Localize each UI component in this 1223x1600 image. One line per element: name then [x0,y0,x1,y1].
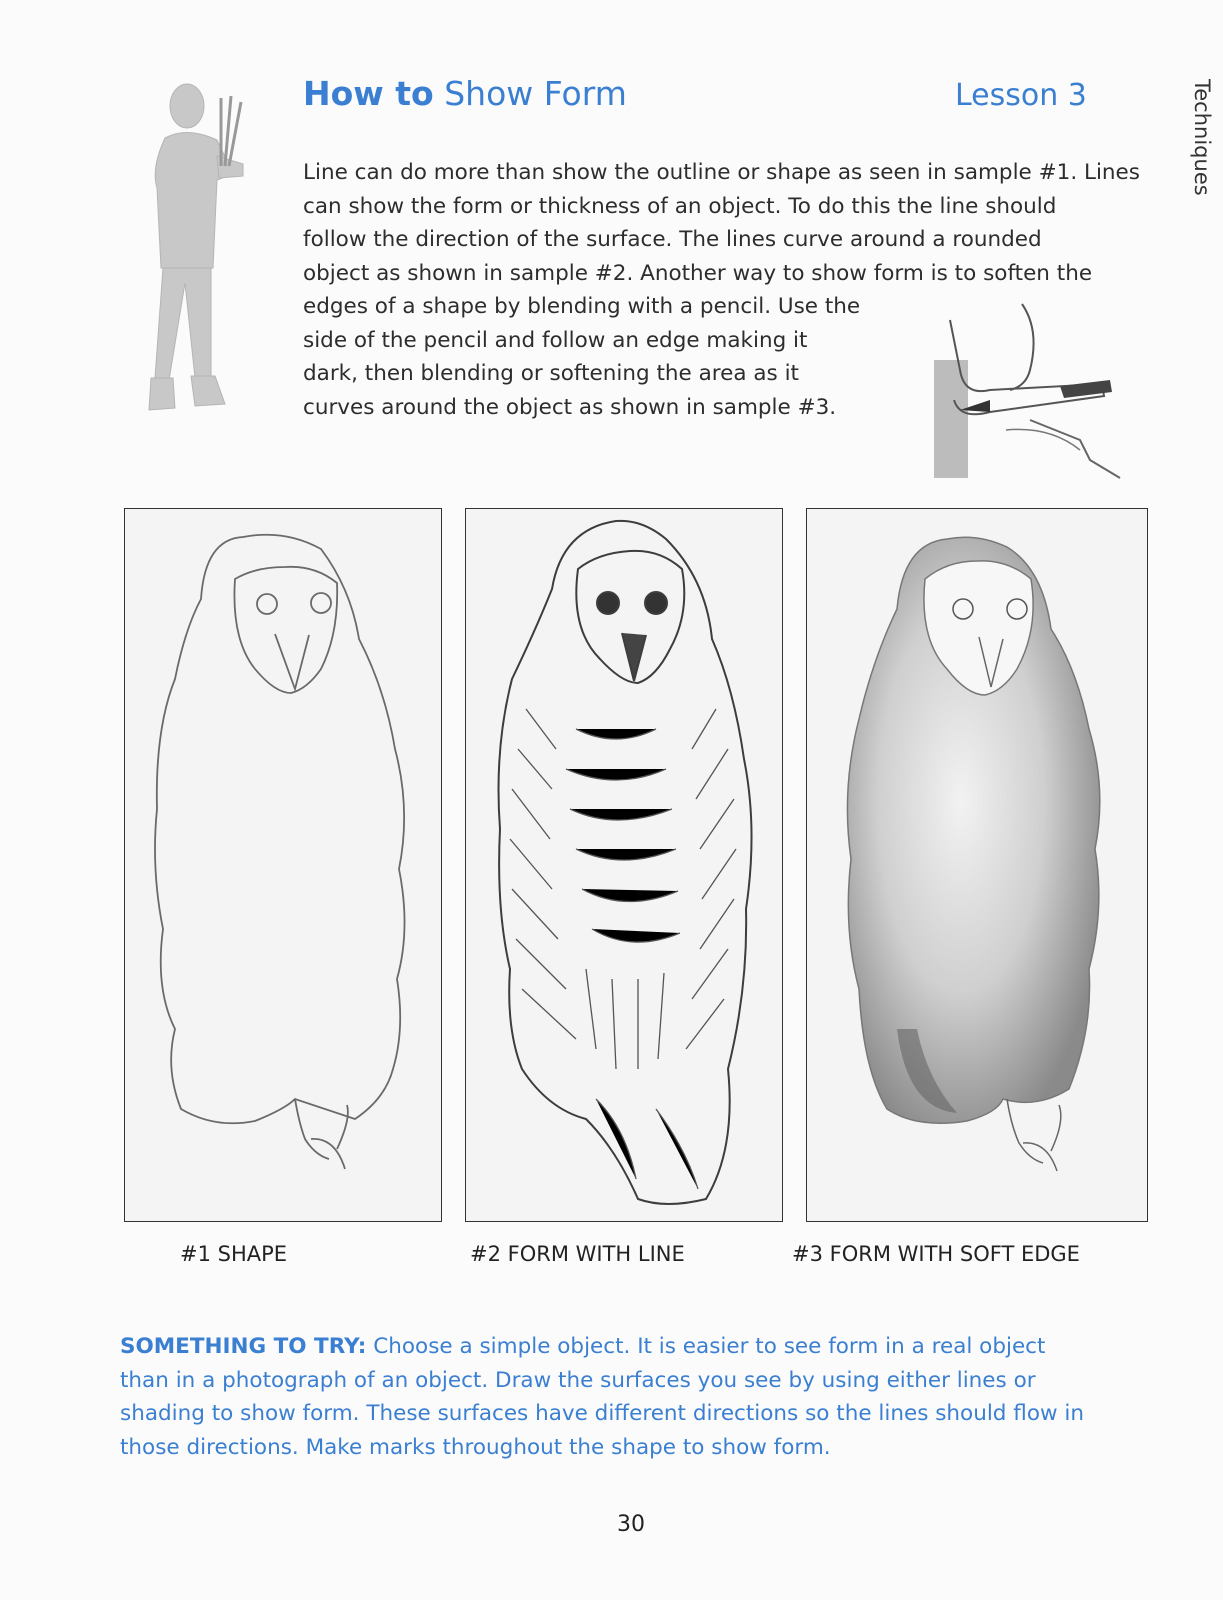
try-lead: SOMETHING TO TRY: [120,1334,367,1359]
caption-form-with-line: #2 FORM WITH LINE [470,1242,685,1266]
section-tab: Techniques [1190,79,1214,196]
sample-panel-form-with-line [465,508,783,1222]
title-bold: How to [303,74,434,113]
intro-line: edges of a shape by blending with a pencil. Use the [303,294,861,319]
lesson-label: Lesson 3 [955,78,1087,113]
artist-illustration [125,78,250,423]
intro-line: curves around the object as shown in sample #3. [303,394,837,420]
sample-panel-form-with-soft-edge [806,508,1148,1222]
caption-form-with-soft-edge: #3 FORM WITH SOFT EDGE [792,1242,1080,1266]
intro-line: Line can do more than show the outline or shape as seen in sample #1. Lines [303,160,1140,185]
intro-line: dark, then blending or softening the area as it [303,361,799,386]
owl-outline-drawing [125,509,441,1221]
intro-line: object as shown in sample #2. Another way to show form is to soften the [303,260,1093,286]
sample-panel-shape [124,508,442,1222]
intro-line: side of the pencil and follow an edge making it [303,327,808,353]
something-to-try-box [120,1330,1180,1464]
title-rest: Show Form [444,74,627,113]
caption-shape: #1 SHAPE [180,1242,288,1266]
page-number: 30 [617,1512,645,1537]
intro-line: can show the form or thickness of an object. To do this the line should [303,193,1057,219]
intro-line: follow the direction of the surface. The lines curve around a rounded [303,227,1042,252]
try-line [120,1330,1180,1364]
owl-shaded-drawing [807,509,1147,1221]
try-line: shading to show form. These surfaces have different directions so the lines should flow in [120,1401,1085,1426]
try-line: than in a photograph of an object. Draw the surfaces you see by using either lines or [120,1367,1036,1393]
try-line-text: Choose a simple object. It is easier to see form in a real object [373,1334,1046,1359]
pencil-blending-illustration [930,300,1130,485]
try-line: those directions. Make marks throughout the shape to show form. [120,1434,831,1460]
owl-line-drawing [466,509,782,1221]
page-title [303,74,627,113]
